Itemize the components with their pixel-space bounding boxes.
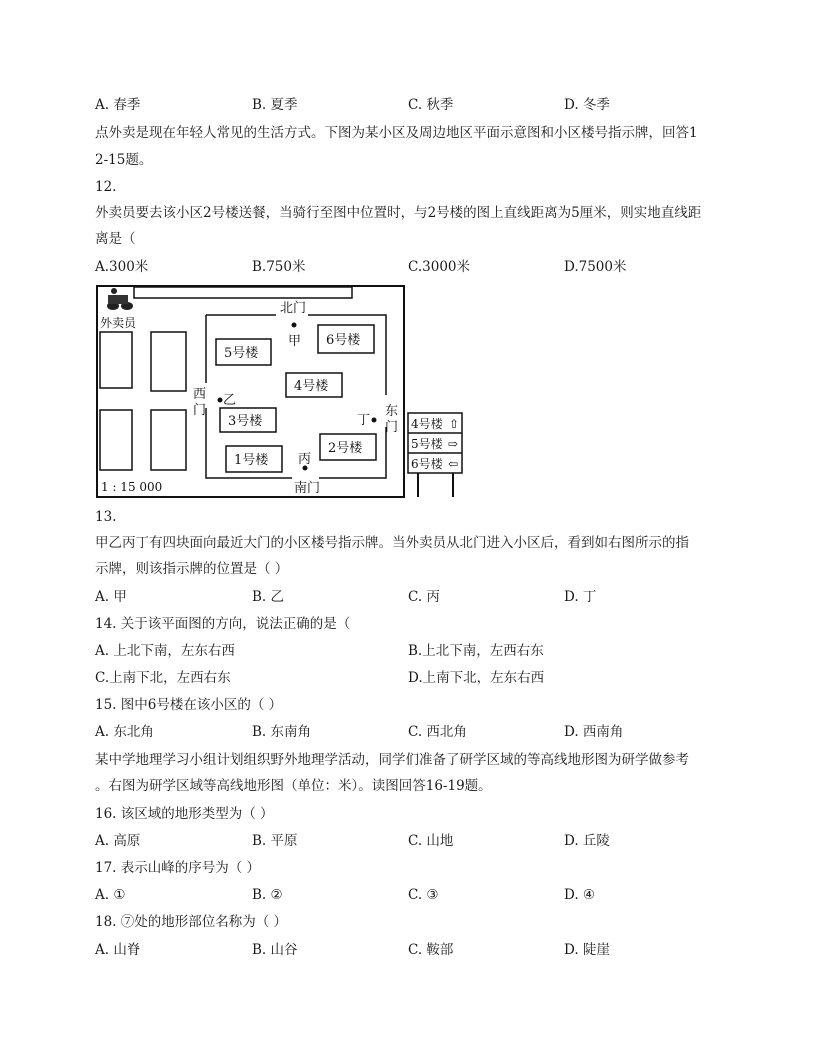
q13-number: 13. [95,509,117,525]
building-1-label: 1号楼 [234,453,269,468]
left-arrow-icon: ⇦ [448,457,459,471]
point-yi-marker [218,398,223,403]
q16-option-b: B. 平原 [252,833,298,849]
east-gate-label-1: 东 [385,404,399,419]
q16-option-a: A. 高原 [95,833,141,849]
q14-option-d: D.上南下北，左东右西 [408,670,545,686]
q12-option-d: D.7500米 [564,259,627,275]
sign-row-2-label: 5号楼 [411,437,443,451]
up-arrow-icon: ⇧ [449,417,460,431]
q14-option-b: B.上北下南，左西右东 [408,643,544,659]
q12-stem-line1: 外卖员要去该小区2号楼送餐，当骑行至图中位置时，与2号楼的图上直线距离为5厘米，则实地直线距 [95,205,702,221]
point-jia-marker [292,323,297,328]
q13-option-b: B. 乙 [252,589,285,605]
courier-label: 外卖员 [100,316,137,330]
q17-option-b: B. ② [252,887,283,903]
q12-option-a: A.300米 [95,259,149,275]
north-road-block [134,287,352,298]
q14-stem: 14. 关于该平面图的方向，说法正确的是（ [95,616,351,632]
right-arrow-icon: ⇨ [448,437,459,451]
q11-option-d: D. 冬季 [564,97,610,113]
q17-stem: 17. 表示山峰的序号为（ ） [95,860,261,876]
point-jia-label: 甲 [288,334,302,349]
q12-option-b: B.750米 [252,259,306,275]
building-2-label: 2号楼 [328,441,363,456]
west-block-bottom-left [100,410,132,470]
q11-option-a: A. 春季 [95,97,141,113]
east-gate-label-2: 门 [385,420,399,435]
q14-option-a: A. 上北下南，左东右西 [95,643,235,659]
q18-stem: 18. ⑦处的地形部位名称为（ ） [95,914,288,930]
west-gate-label-2: 门 [193,403,207,418]
q16-option-d: D. 丘陵 [564,833,610,849]
intro-16-19-line2: 。右图为研学区域等高线地形图（单位：米）。读图回答16-19题。 [95,778,492,794]
point-ding-label: 丁 [357,413,371,428]
q13-stem-line1: 甲乙丙丁有四块面向最近大门的小区楼号指示牌。当外卖员从北门进入小区后，看到如右图所示的指 [95,535,689,551]
community-map-figure [96,283,466,500]
q16-stem: 16. 该区域的地形类型为（ ） [95,806,274,822]
map-scale: 1 : 15 000 [101,480,163,494]
q13-option-a: A. 甲 [95,589,127,605]
q12-stem-line2: 离是（ [95,231,136,247]
west-block-bottom-right [151,410,186,470]
q18-option-c: C. 鞍部 [408,942,454,958]
intro-12-15-line2: 2-15题。 [95,152,153,168]
west-gate-label-1: 西 [193,387,207,402]
q13-option-d: D. 丁 [564,589,597,605]
building-6-label: 6号楼 [326,333,361,348]
q15-option-a: A. 东北角 [95,724,154,740]
q13-stem-line2: 示牌，则该指示牌的位置是（ ） [95,561,289,577]
q18-option-d: D. 陡崖 [564,942,610,958]
q12-number: 12. [95,179,117,195]
point-yi-label: 乙 [223,393,237,408]
intro-12-15-line1: 点外卖是现在年轻人常见的生活方式。下图为某小区及周边地区平面示意图和小区楼号指示牌，回答1 [95,125,698,141]
q15-option-c: C. 西北角 [408,724,467,740]
q18-option-a: A. 山脊 [95,942,141,958]
q12-option-c: C.3000米 [408,259,470,275]
q13-option-c: C. 丙 [408,589,440,605]
west-block-mid [151,332,186,391]
q15-option-d: D. 西南角 [564,724,624,740]
west-block-top [100,332,132,388]
courier-scooter-icon [107,288,133,310]
q11-option-b: B. 夏季 [252,97,298,113]
q17-option-d: D. ④ [564,887,596,903]
building-sign-board [408,413,462,497]
point-ding-marker [372,418,377,423]
sign-row-3-label: 6号楼 [411,457,443,471]
building-3-label: 3号楼 [228,414,263,429]
q17-option-c: C. ③ [408,887,439,903]
south-gate-label: 南门 [294,481,321,496]
q17-option-a: A. ① [95,887,126,903]
q16-option-c: C. 山地 [408,833,454,849]
q15-stem: 15. 图中6号楼在该小区的（ ） [95,697,283,713]
sign-row-1-label: 4号楼 [411,417,443,431]
intro-16-19-line1: 某中学地理学习小组计划组织野外地理学活动，同学们准备了研学区域的等高线地形图为研学做参考 [95,752,689,768]
point-bing-label: 丙 [298,452,312,467]
q14-option-c: C.上南下北，左西右东 [95,670,231,686]
building-5-label: 5号楼 [224,346,259,361]
q11-option-c: C. 秋季 [408,97,454,113]
q15-option-b: B. 东南角 [252,724,312,740]
building-4-label: 4号楼 [294,379,329,394]
q18-option-b: B. 山谷 [252,942,298,958]
north-gate-label: 北门 [280,301,307,316]
